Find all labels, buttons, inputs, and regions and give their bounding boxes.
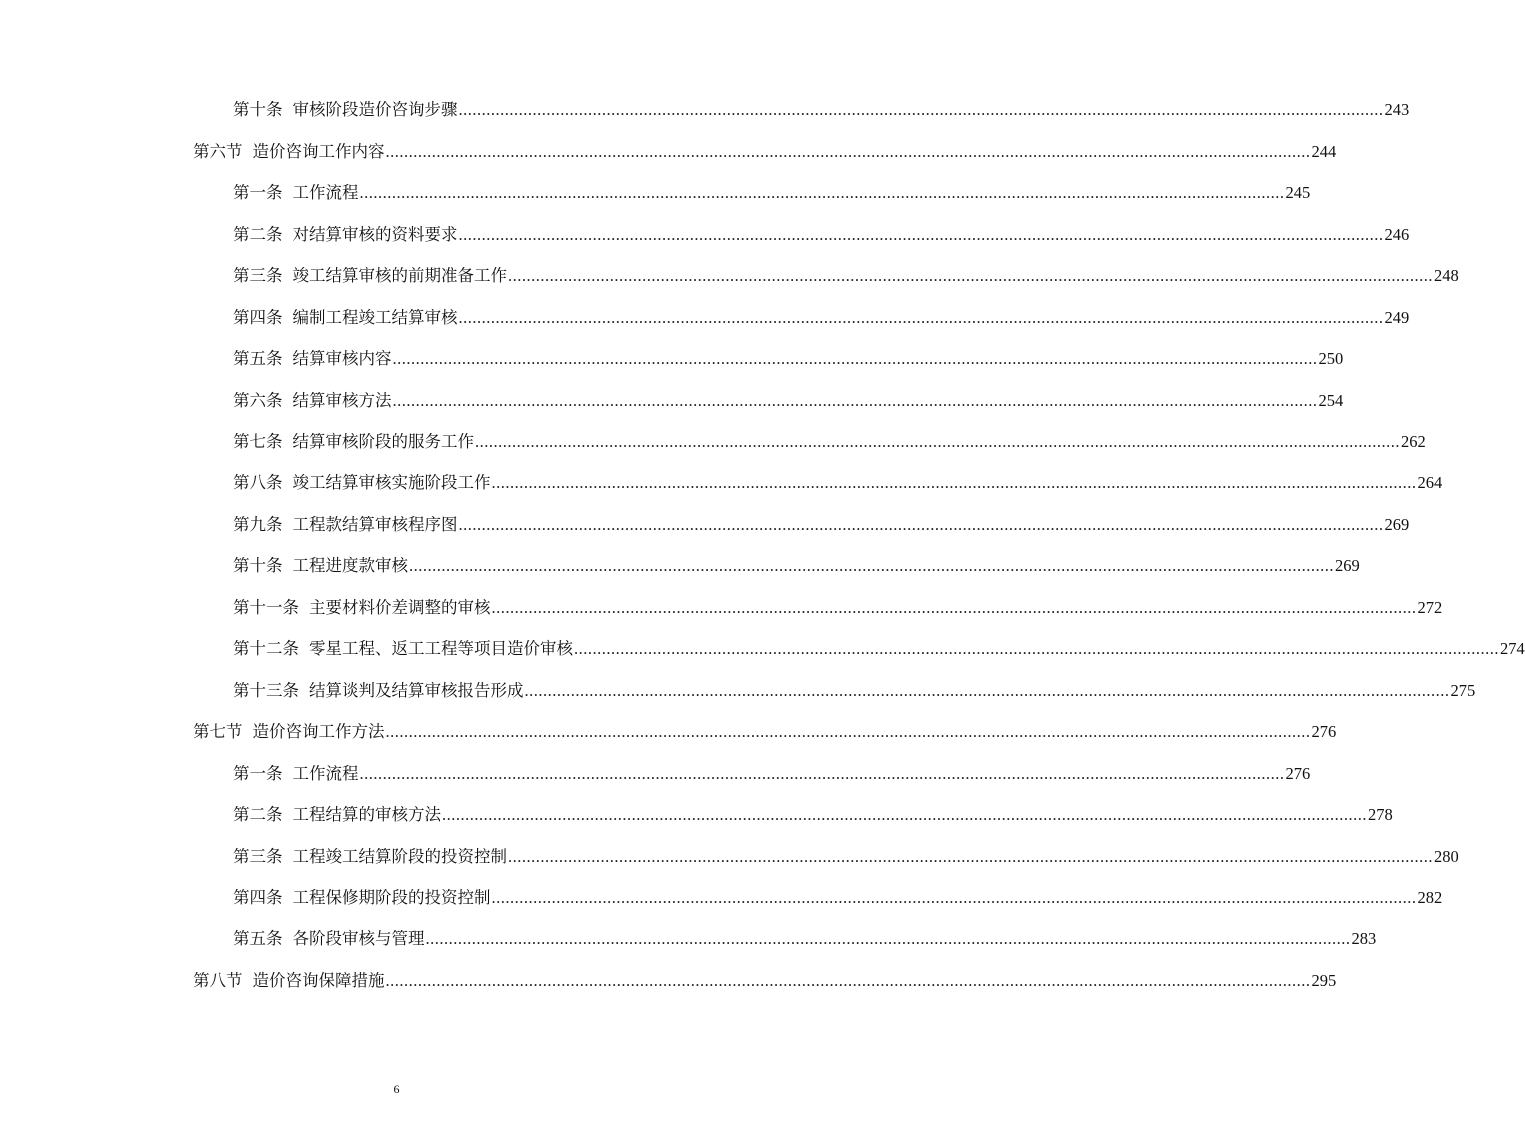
dot-leader: ........................................................................................................................................................................................................ — [359, 183, 1285, 202]
toc-entry-page: 276 — [1285, 764, 1311, 783]
toc-entry-number: 第二条 — [233, 805, 283, 824]
toc-entry-title: 主要材料价差调整的审核 — [309, 598, 491, 617]
toc-entry-title: 结算审核方法 — [292, 391, 392, 410]
toc-entry[interactable] — [233, 470, 1443, 496]
toc-entry-page: 262 — [1401, 432, 1426, 451]
toc-entry[interactable] — [233, 844, 1459, 870]
toc-entry[interactable] — [193, 139, 1337, 165]
toc-entry[interactable] — [233, 761, 1311, 787]
toc-entry-title: 各阶段审核与管理 — [292, 929, 425, 948]
toc-entry-number: 第六条 — [233, 391, 283, 410]
dot-leader: ........................................................................................................................................................................................................ — [458, 308, 1384, 327]
toc-entry-title: 结算审核阶段的服务工作 — [292, 432, 474, 451]
dot-leader: ........................................................................................................................................................................................................ — [359, 764, 1285, 783]
toc-entry-number: 第八条 — [233, 473, 283, 492]
toc-entry-number: 第二条 — [233, 225, 283, 244]
toc-entry[interactable] — [233, 512, 1410, 538]
dot-leader: ........................................................................................................................................................................................................ — [508, 266, 1433, 285]
toc-entry-title: 结算谈判及结算审核报告形成 — [309, 681, 524, 700]
toc-entry-number: 第一条 — [233, 764, 283, 783]
toc-entry-page: 244 — [1311, 142, 1337, 161]
toc-entry-number: 第十三条 — [233, 681, 299, 700]
toc-entry[interactable] — [233, 346, 1344, 372]
toc-entry-number: 第五条 — [233, 349, 283, 368]
toc-entry-title: 结算审核内容 — [292, 349, 392, 368]
toc-entry-title: 工程结算的审核方法 — [292, 805, 441, 824]
toc-entry-title: 工作流程 — [292, 764, 359, 783]
dot-leader: ........................................................................................................................................................................................................ — [385, 971, 1311, 990]
toc-entry-title: 审核阶段造价咨询步骤 — [292, 100, 458, 119]
toc-entry-number: 第三条 — [233, 266, 283, 285]
toc-entry-title: 造价咨询工作内容 — [252, 142, 385, 161]
toc-entry-number: 第七节 — [193, 722, 243, 741]
toc-entry-title: 造价咨询工作方法 — [252, 722, 385, 741]
dot-leader: ........................................................................................................................................................................................................ — [458, 515, 1384, 534]
dot-leader: ........................................................................................................................................................................................................ — [508, 847, 1433, 866]
toc-entry[interactable] — [233, 305, 1410, 331]
toc-entry-page: 249 — [1384, 308, 1410, 327]
toc-entry-number: 第五条 — [233, 929, 283, 948]
dot-leader: ........................................................................................................................................................................................................ — [458, 225, 1384, 244]
toc-entry-page: 280 — [1434, 847, 1459, 866]
toc-entry-number: 第九条 — [233, 515, 283, 534]
dot-leader: ........................................................................................................................................................................................................ — [385, 142, 1311, 161]
toc-entry-page: 269 — [1335, 556, 1360, 575]
toc-entry[interactable] — [233, 678, 1476, 704]
page-number: 6 — [393, 1082, 400, 1096]
toc-entry-page: 272 — [1417, 598, 1443, 617]
toc-entry-number: 第十一条 — [233, 598, 299, 617]
toc-entry-title: 对结算审核的资料要求 — [292, 225, 458, 244]
dot-leader: ........................................................................................................................................................................................................ — [491, 473, 1417, 492]
toc-entry-title: 造价咨询保障措施 — [252, 971, 385, 990]
toc-entry-number: 第八节 — [193, 971, 243, 990]
toc-entry-title: 工程竣工结算阶段的投资控制 — [292, 847, 507, 866]
toc-entry[interactable] — [233, 263, 1459, 289]
dot-leader: ........................................................................................................................................................................................................ — [442, 805, 1367, 824]
toc-entry[interactable] — [233, 429, 1426, 455]
dot-leader: ........................................................................................................................................................................................................ — [524, 681, 1450, 700]
toc-entry-page: 264 — [1417, 473, 1443, 492]
dot-leader: ........................................................................................................................................................................................................ — [425, 929, 1351, 948]
toc-entry[interactable] — [233, 388, 1344, 414]
toc-entry-number: 第四条 — [233, 888, 283, 907]
toc-entry-page: 283 — [1351, 929, 1377, 948]
dot-leader: ........................................................................................................................................................................................................ — [491, 598, 1417, 617]
dot-leader: ........................................................................................................................................................................................................ — [458, 100, 1384, 119]
dot-leader: ........................................................................................................................................................................................................ — [385, 722, 1311, 741]
toc-entry-title: 工作流程 — [292, 183, 359, 202]
toc-entry-number: 第一条 — [233, 183, 283, 202]
toc-entry-number: 第七条 — [233, 432, 283, 451]
toc-entry-page: 246 — [1384, 225, 1410, 244]
toc-entry-number: 第十二条 — [233, 639, 299, 658]
toc-entry-number: 第十条 — [233, 556, 283, 575]
toc-entry[interactable] — [233, 222, 1410, 248]
toc-entry[interactable] — [233, 553, 1360, 579]
toc-entry[interactable] — [233, 595, 1443, 621]
toc-entry-number: 第十条 — [233, 100, 283, 119]
toc-entry-page: 275 — [1450, 681, 1476, 700]
toc-entry-page: 248 — [1434, 266, 1459, 285]
toc-entry-title: 竣工结算审核实施阶段工作 — [292, 473, 491, 492]
toc-entry[interactable] — [193, 968, 1337, 994]
toc-entry-page: 243 — [1384, 100, 1410, 119]
dot-leader: ........................................................................................................................................................................................................ — [409, 556, 1334, 575]
toc-entry-number: 第四条 — [233, 308, 283, 327]
toc-entry[interactable] — [233, 885, 1443, 911]
dot-leader: ........................................................................................................................................................................................................ — [392, 391, 1318, 410]
toc-entry-title: 工程保修期阶段的投资控制 — [292, 888, 491, 907]
toc-entry-page: 276 — [1311, 722, 1337, 741]
toc-entry-title: 零星工程、返工工程等项目造价审核 — [309, 639, 573, 658]
toc-entry[interactable] — [233, 926, 1377, 952]
dot-leader: ........................................................................................................................................................................................................ — [392, 349, 1318, 368]
toc-entry-number: 第六节 — [193, 142, 243, 161]
toc-entry-page: 269 — [1384, 515, 1410, 534]
dot-leader: ........................................................................................................................................................................................................ — [475, 432, 1400, 451]
toc-entry-page: 274 — [1500, 639, 1525, 658]
dot-leader: ........................................................................................................................................................................................................ — [491, 888, 1417, 907]
toc-entry[interactable] — [233, 636, 1525, 662]
toc-entry-title: 编制工程竣工结算审核 — [292, 308, 458, 327]
toc-entry-page: 282 — [1417, 888, 1443, 907]
toc-entry-page: 250 — [1318, 349, 1344, 368]
dot-leader: ........................................................................................................................................................................................................ — [574, 639, 1499, 658]
toc-entry[interactable] — [233, 97, 1410, 123]
toc-entry-title: 工程进度款审核 — [292, 556, 408, 575]
toc-entry-page: 254 — [1318, 391, 1344, 410]
toc-entry-page: 295 — [1311, 971, 1337, 990]
toc-entry[interactable] — [233, 802, 1393, 828]
toc-entry-number: 第三条 — [233, 847, 283, 866]
toc-entry-title: 竣工结算审核的前期准备工作 — [292, 266, 507, 285]
toc-entry-page: 278 — [1368, 805, 1393, 824]
toc-entry[interactable] — [233, 180, 1311, 206]
toc-entry-page: 245 — [1285, 183, 1311, 202]
toc-entry[interactable] — [193, 719, 1337, 745]
toc-entry-title: 工程款结算审核程序图 — [292, 515, 458, 534]
